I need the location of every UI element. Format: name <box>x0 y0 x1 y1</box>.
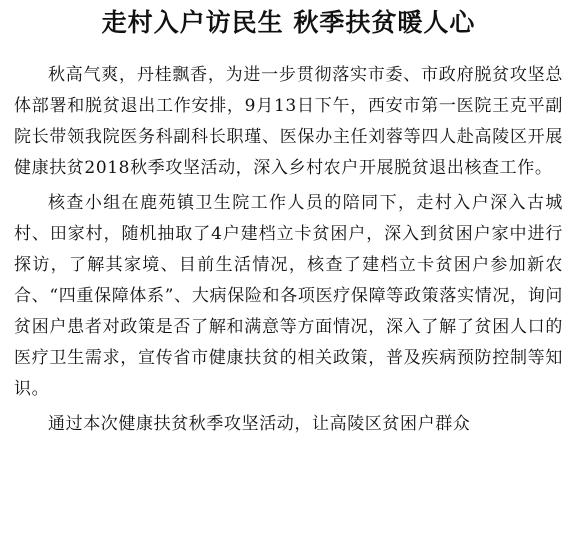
article-paragraph-3: 通过本次健康扶贫秋季攻坚活动，让高陵区贫困户群众 <box>48 414 471 434</box>
article-paragraph-2: 核查小组在鹿苑镇卫生院工作人员的陪同下，走村入户深入古城村、田家村，随机抽取了4户建档立卡贫困户，深入到贫困户家中进行探访，了解其家境、目前生活情况，核查了建档立卡贫困户参加新农合、“四重保障体系”、大病保险和各项医疗保障等政策落实情况，询问贫困户患者对政策是否了解和满意等方面情况，深入了解了贫困人口的医疗卫生需求，宣传省市健康扶贫的相关政策，普及疾病预防控制等知识。 <box>14 193 563 399</box>
article-paragraph-1: 秋高气爽，丹桂飘香，为进一步贯彻落实市委、市政府脱贫攻坚总体部署和脱贫退出工作安排，9月13日下午，西安市第一医院王克平副院长带领我院医务科副科长职瑾、医保办主任刘蓉等四人赴高陵区开展健康扶贫2018秋季攻坚活动，深入乡村农户开展脱贫退出核查工作。 <box>14 65 563 178</box>
article-title: 走村入户访民生 秋季扶贫暖人心 <box>101 8 476 37</box>
